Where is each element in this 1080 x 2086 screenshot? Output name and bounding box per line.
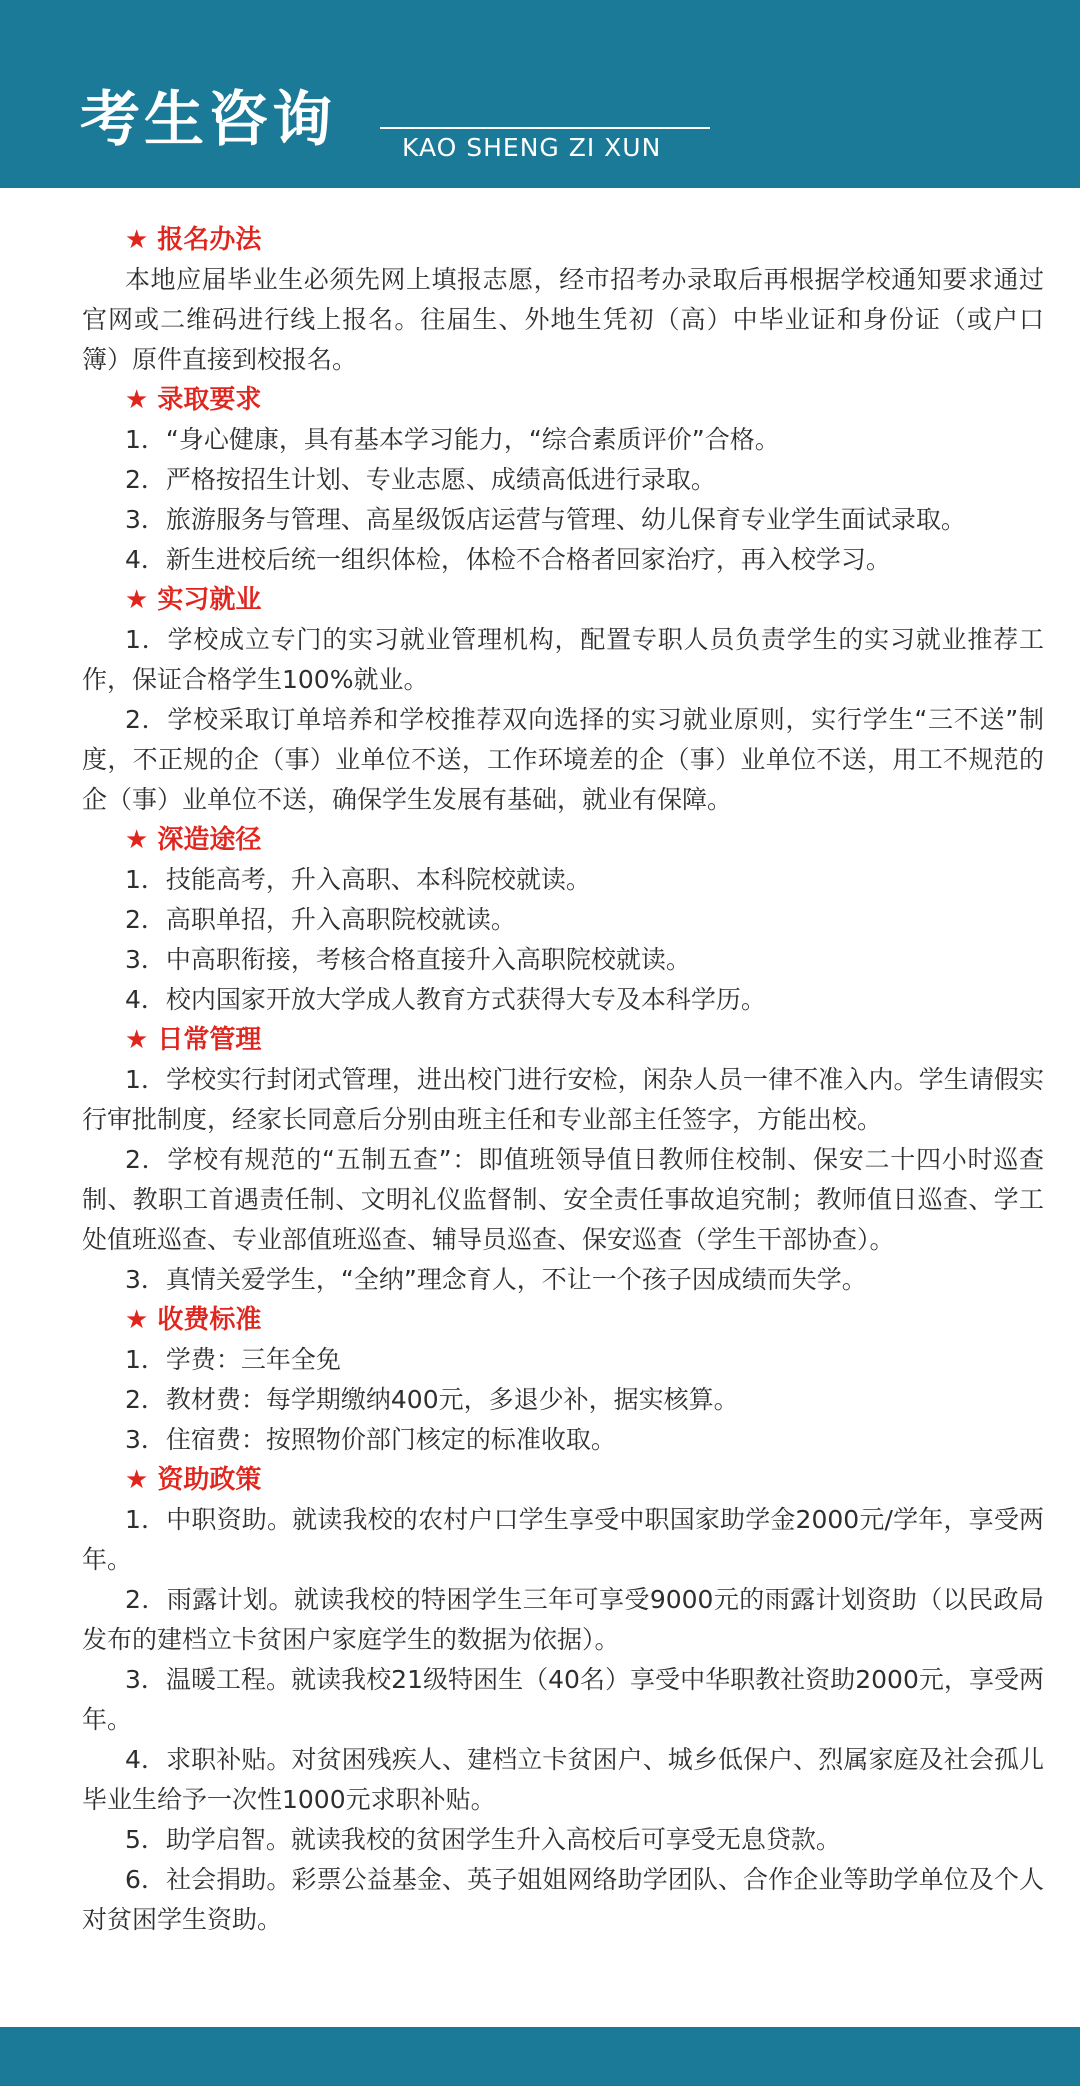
- footer-bar: [0, 2027, 1080, 2086]
- section-title: ★ 录取要求: [125, 385, 262, 415]
- section-paragraph: 1．“身心健康，具有基本学习能力，“综合素质评价”合格。: [125, 425, 780, 454]
- section-paragraph: 本地应届毕业生必须先网上填报志愿，经市招考办录取后再根据学校通知要求通过官网或二维码进行线上报名。往届生、外地生凭初（高）中毕业证和身份证（或户口簿）原件直接到校报名。: [82, 265, 1044, 374]
- section-paragraph: 5．助学启智。就读我校的贫困学生升入高校后可享受无息贷款。: [125, 1825, 841, 1854]
- section-paragraph: 2．雨露计划。就读我校的特困学生三年可享受9000元的雨露计划资助（以民政局发布的建档立卡贫困户家庭学生的数据为依据）。: [82, 1585, 1044, 1654]
- section-paragraph: 3．中高职衔接，考核合格直接升入高职院校就读。: [125, 945, 691, 974]
- section-title: ★ 实习就业: [125, 585, 262, 615]
- section-paragraph: 3．旅游服务与管理、高星级饭店运营与管理、幼儿保育专业学生面试录取。: [125, 505, 966, 534]
- section-paragraph: 2．学校有规范的“五制五查”：即值班领导值日教师住校制、保安二十四小时巡查制、教职工首遇责任制、文明礼仪监督制、安全责任事故追究制；教师值日巡查、学工处值班巡查、专业部值班巡查、辅导员巡查、保安巡查（学生干部协查）。: [82, 1145, 1044, 1254]
- section-paragraph: 1．学费：三年全免: [125, 1345, 341, 1374]
- section-paragraph: 2．严格按招生计划、专业志愿、成绩高低进行录取。: [125, 465, 716, 494]
- page-subtitle: KAO SHENG ZI XUN: [402, 133, 662, 162]
- section-paragraph: 3．真情关爱学生，“全纳”理念育人，不让一个孩子因成绩而失学。: [125, 1265, 867, 1294]
- section-paragraph: 3．温暖工程。就读我校21级特困生（40名）享受中华职教社资助2000元，享受两年。: [82, 1665, 1044, 1734]
- section-title: ★ 深造途径: [125, 825, 262, 855]
- section-title: ★ 报名办法: [125, 225, 262, 255]
- section-paragraph: 6．社会捐助。彩票公益基金、英子姐姐网络助学团队、合作企业等助学单位及个人对贫困学生资助。: [82, 1865, 1044, 1934]
- header-banner: [0, 0, 1080, 188]
- section-paragraph: 4．求职补贴。对贫困残疾人、建档立卡贫困户、城乡低保户、烈属家庭及社会孤儿毕业生给予一次性1000元求职补贴。: [82, 1745, 1044, 1814]
- section-paragraph: 2．教材费：每学期缴纳400元，多退少补，据实核算。: [125, 1385, 739, 1414]
- section-title: ★ 资助政策: [125, 1465, 262, 1495]
- header-divider: [380, 127, 710, 129]
- section-paragraph: 1．学校成立专门的实习就业管理机构，配置专职人员负责学生的实习就业推荐工作，保证合格学生100%就业。: [82, 625, 1044, 694]
- section-paragraph: 1．技能高考，升入高职、本科院校就读。: [125, 865, 591, 894]
- section-paragraph: 2．高职单招，升入高职院校就读。: [125, 905, 516, 934]
- content-body: [82, 220, 1044, 1940]
- section-paragraph: 4．校内国家开放大学成人教育方式获得大专及本科学历。: [125, 985, 766, 1014]
- section-paragraph: 2．学校采取订单培养和学校推荐双向选择的实习就业原则，实行学生“三不送”制度，不正规的企（事）业单位不送，工作环境差的企（事）业单位不送，用工不规范的企（事）业单位不送，确保学生发展有基础，就业有保障。: [82, 705, 1044, 814]
- section-title: ★ 日常管理: [125, 1025, 262, 1055]
- section-paragraph: 1．中职资助。就读我校的农村户口学生享受中职国家助学金2000元/学年，享受两年。: [82, 1505, 1044, 1574]
- page-title: 考生咨询: [80, 85, 336, 155]
- section-paragraph: 1．学校实行封闭式管理，进出校门进行安检，闲杂人员一律不准入内。学生请假实行审批制度，经家长同意后分别由班主任和专业部主任签字，方能出校。: [82, 1065, 1044, 1134]
- section-title: ★ 收费标准: [125, 1305, 262, 1335]
- section-paragraph: 4．新生进校后统一组织体检，体检不合格者回家治疗，再入校学习。: [125, 545, 891, 574]
- section-paragraph: 3．住宿费：按照物价部门核定的标准收取。: [125, 1425, 616, 1454]
